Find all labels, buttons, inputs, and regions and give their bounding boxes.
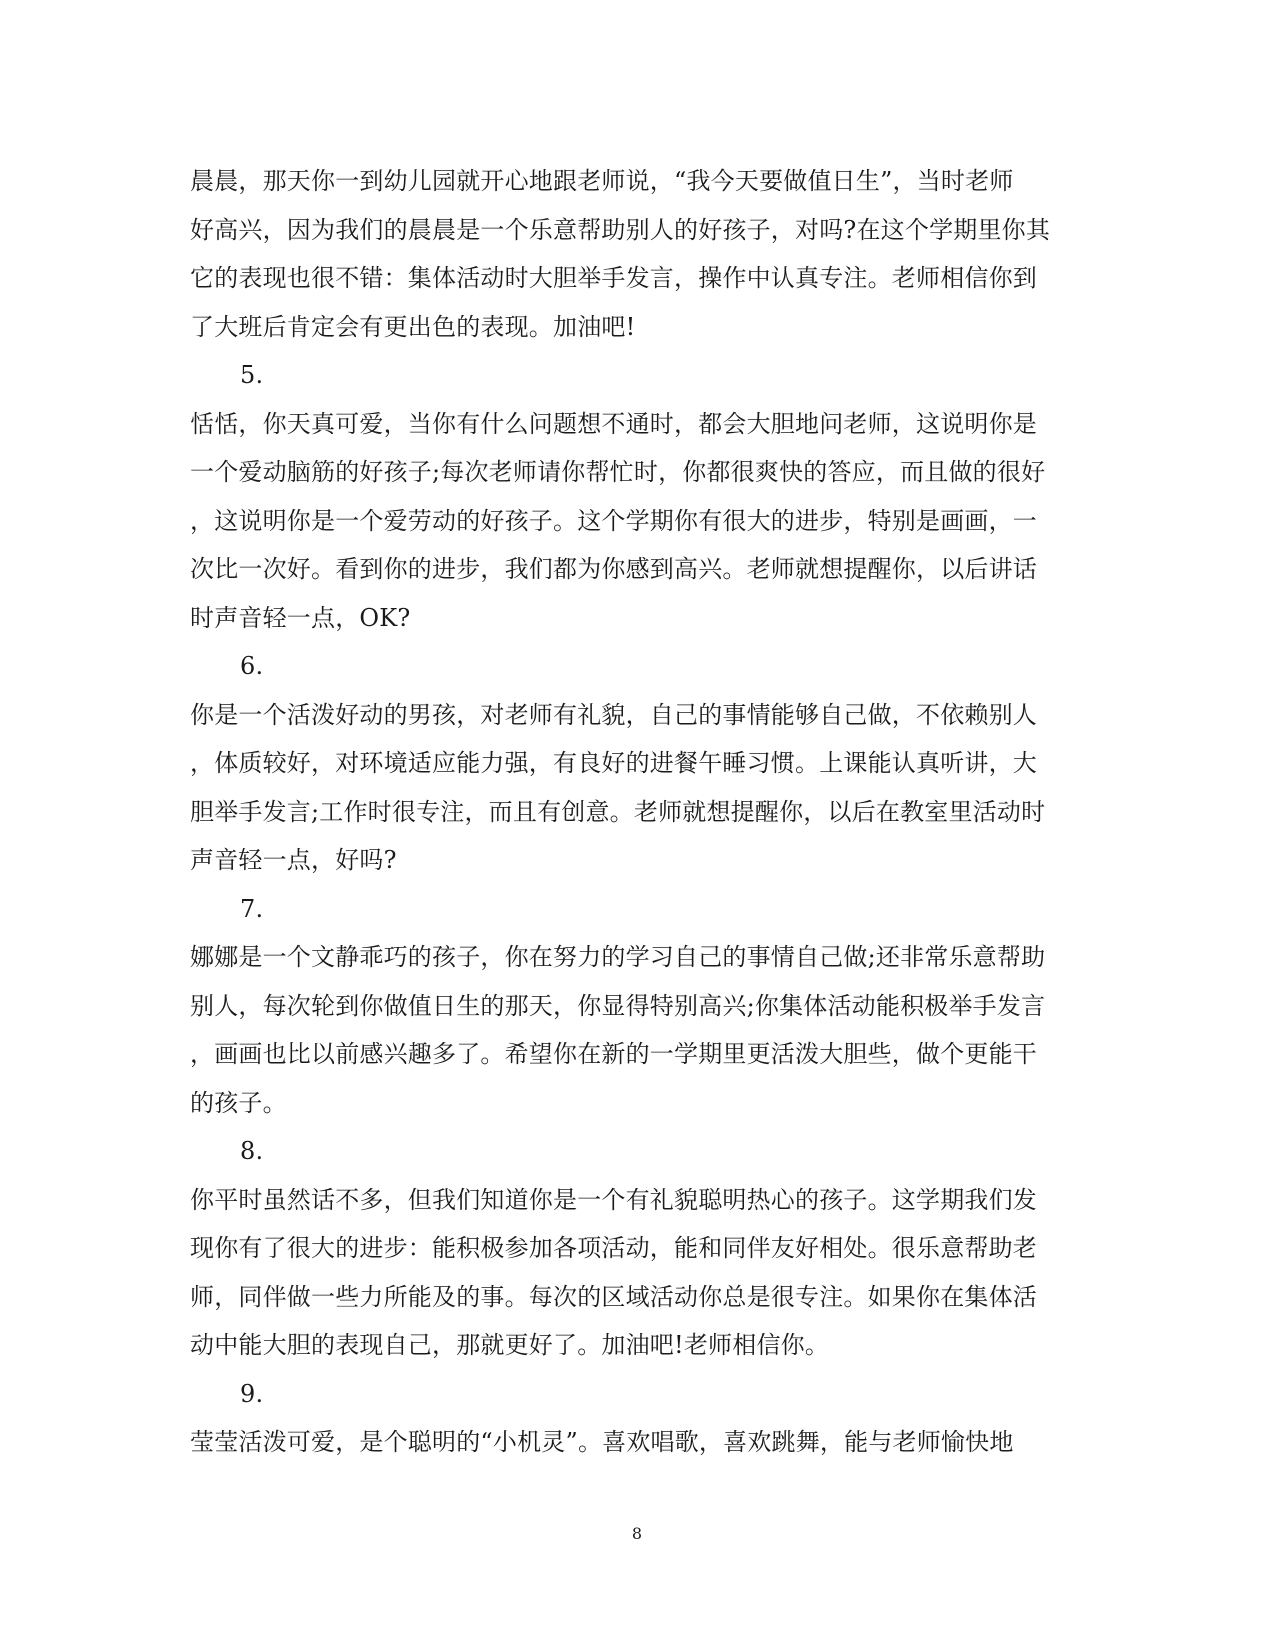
text-line: 声音轻一点，好吗? (190, 846, 397, 874)
text-line: 现你有了很大的进步：能积极参加各项活动，能和同伴友好相处。很乐意帮助老 (190, 1234, 1037, 1262)
text-line: 你平时虽然话不多，但我们知道你是一个有礼貌聪明热心的孩子。这学期我们发 (190, 1185, 1037, 1214)
text-line: 恬恬，你天真可爱，当你有什么问题想不通时，都会大胆地问老师，这说明你是 (190, 409, 1037, 438)
document-body (190, 157, 1070, 1467)
text-line: 师，同伴做一些力所能及的事。每次的区域活动你总是很专注。如果你在集体活 (190, 1282, 1037, 1311)
text-line: 好高兴，因为我们的晨晨是一个乐意帮助别人的好孩子，对吗?在这个学期里你其 (190, 215, 1051, 244)
text-line: 的孩子。 (190, 1088, 287, 1117)
text-line: ，这说明你是一个爱劳动的好孩子。这个学期你有很大的进步，特别是画画，一 (190, 506, 1037, 535)
text-line: 次比一次好。看到你的进步，我们都为你感到高兴。老师就想提醒你，以后讲话 (190, 555, 1037, 583)
text-line: 动中能大胆的表现自己，那就更好了。加油吧!老师相信你。 (190, 1331, 830, 1359)
text-line: 了大班后肯定会有更出色的表现。加油吧! (190, 312, 636, 341)
text-line: 别人，每次轮到你做值日生的那天，你显得特别高兴;你集体活动能积极举手发言 (190, 991, 1046, 1020)
page-number: 8 (631, 1524, 643, 1543)
text-line: 娜娜是一个文静乖巧的孩子，你在努力的学习自己的事情自己做;还非常乐意帮助 (190, 943, 1046, 971)
item-number: 6. (240, 652, 264, 680)
text-line: 它的表现也很不错：集体活动时大胆举手发言，操作中认真专注。老师相信你到 (190, 264, 1037, 292)
text-line: 一个爱动脑筋的好孩子;每次老师请你帮忙时，你都很爽快的答应，而且做的很好 (190, 458, 1046, 486)
item-number: 5. (240, 361, 264, 389)
text-line: 胆举手发言;工作时很专注，而且有创意。老师就想提醒你，以后在教室里活动时 (190, 797, 1046, 826)
text-line: ，画画也比以前感兴趣多了。希望你在新的一学期里更活泼大胆些，做个更能干 (190, 1040, 1037, 1068)
text-line: 晨晨，那天你一到幼儿园就开心地跟老师说，“我今天要做值日生”，当时老师 (190, 167, 1014, 195)
text-line: 莹莹活泼可爱，是个聪明的“小机灵”。喜欢唱歌，喜欢跳舞，能与老师愉快地 (190, 1428, 1014, 1456)
item-number: 8. (240, 1137, 264, 1165)
item-number: 9. (240, 1379, 264, 1408)
text-line: ，体质较好，对环境适应能力强，有良好的进餐午睡习惯。上课能认真听讲，大 (190, 749, 1037, 777)
item-number: 7. (240, 894, 264, 923)
text-line: 你是一个活泼好动的男孩，对老师有礼貌，自己的事情能够自己做，不依赖别人 (190, 700, 1037, 729)
text-line: 时声音轻一点，OK? (190, 603, 411, 632)
